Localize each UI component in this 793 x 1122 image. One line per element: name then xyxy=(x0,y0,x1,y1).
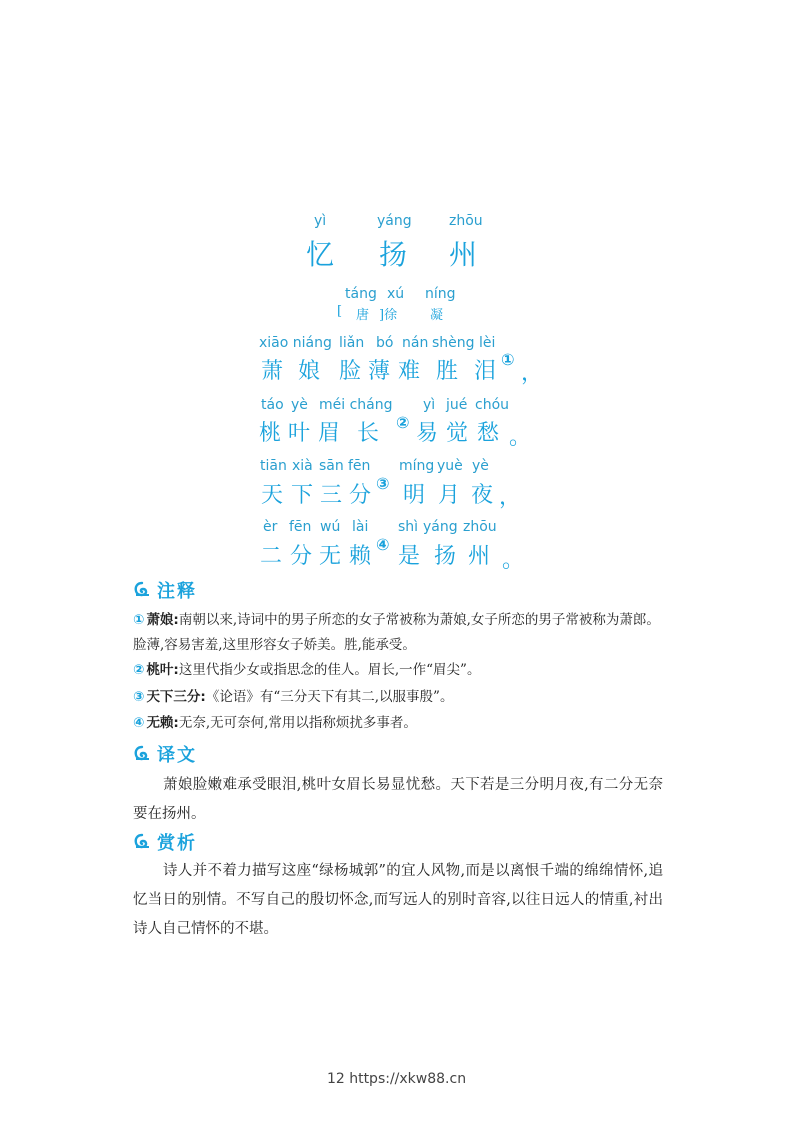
poem-pinyin: xià xyxy=(292,458,313,474)
notes-header xyxy=(133,578,197,602)
poem-punctuation: 。 xyxy=(502,548,525,573)
poem-char: 薄 xyxy=(368,359,391,384)
poem-char: 州 xyxy=(468,544,491,569)
poem-pinyin: shì xyxy=(398,519,419,535)
note-term: 萧娘: xyxy=(146,612,179,628)
poem-pinyin: shèng xyxy=(432,335,475,351)
note-number: ④ xyxy=(133,715,145,731)
poem-char: 泪 xyxy=(474,359,497,384)
swirl-icon xyxy=(133,745,151,763)
poem-char: 二 xyxy=(260,544,283,569)
swirl-icon xyxy=(133,581,151,599)
swirl-icon xyxy=(133,833,151,851)
note-item xyxy=(133,658,663,683)
note-number: ② xyxy=(133,662,145,678)
author-pinyin: xú xyxy=(387,286,405,302)
note-item xyxy=(133,711,663,736)
poem-pinyin: xiāo niáng xyxy=(259,335,332,351)
note-term: 桃叶: xyxy=(146,662,179,678)
poem-pinyin: lèi xyxy=(479,335,496,351)
note-text: 南朝以来,诗词中的男子所恋的女子常被称为萧娘,女子所恋的男子常被称为萧郎。脸薄,容易害羞,这里形容女子娇美。胜,能承受。 xyxy=(133,612,660,653)
poem-pinyin: méi cháng xyxy=(319,397,393,413)
note-item xyxy=(133,608,663,658)
poem-pinyin: chóu xyxy=(475,397,510,413)
poem-pinyin: yì xyxy=(423,397,436,413)
poem-pinyin: èr xyxy=(263,519,278,535)
poem-char: 胜 xyxy=(436,359,459,384)
title-char: 州 xyxy=(449,238,478,271)
poem-pinyin: jué xyxy=(446,397,468,413)
poem-char: 萧 xyxy=(261,359,284,384)
poem-char: 叶 xyxy=(288,421,311,446)
poem-char: 娘 xyxy=(298,359,321,384)
author-pinyin: níng xyxy=(425,286,456,302)
poem-char: 月 xyxy=(438,483,461,508)
poem-char: 觉 xyxy=(446,421,469,446)
poem-pinyin: tiān xyxy=(260,458,287,474)
poem-char: 无 xyxy=(319,544,342,569)
author-name: 凝 xyxy=(430,308,444,323)
author-pinyin: táng xyxy=(345,286,377,302)
poem-pinyin: liǎn xyxy=(339,335,365,351)
poem-char: 是 xyxy=(398,544,421,569)
appreciation-text: 诗人并不着力描写这座“绿杨城郭”的宜人风物,而是以离恨千端的绵绵情怀,追忆当日的别情。不写自己的殷切怀念,而写远人的别时音容,以往日远人的情重,衬出诗人自己情怀的不堪。 xyxy=(133,863,663,937)
poem-char: 难 xyxy=(398,359,421,384)
poem-pinyin: nán xyxy=(402,335,429,351)
poem-char: 天 xyxy=(261,483,284,508)
poem-char: 夜 xyxy=(471,483,494,508)
poem-char: 易 xyxy=(416,421,439,446)
note-text: 这里代指少女或指思念的佳人。眉长,一作“眉尖”。 xyxy=(178,662,481,678)
poem-char: 长 xyxy=(357,421,380,446)
poem-char: 明 xyxy=(403,483,426,508)
author-dynasty: 唐 xyxy=(356,308,370,323)
title-pinyin: yì xyxy=(314,213,327,229)
poem-pinyin: sān xyxy=(319,458,344,474)
note-text: 无奈,无可奈何,常用以指称烦扰多事者。 xyxy=(178,715,417,731)
poem-pinyin: fēn xyxy=(348,458,371,474)
poem-char: 三 xyxy=(320,483,343,508)
translation-text: 萧娘脸嫩难承受眼泪,桃叶女眉长易显忧愁。天下若是三分明月夜,有二分无奈要在扬州。 xyxy=(133,777,663,822)
poem-char: 眉 xyxy=(318,421,341,446)
poem-char: 分 xyxy=(349,483,372,508)
note-item xyxy=(133,685,663,710)
poem-pinyin: yuè xyxy=(437,458,463,474)
poem-pinyin: yè xyxy=(472,458,489,474)
poem-pinyin: fēn xyxy=(289,519,312,535)
appreciation-header xyxy=(133,830,197,854)
note-number: ③ xyxy=(133,689,145,705)
poem-pinyin: táo xyxy=(261,397,284,413)
poem-pinyin: bó xyxy=(376,335,394,351)
poem-pinyin: yè xyxy=(291,397,308,413)
title-pinyin: zhōu xyxy=(449,213,483,229)
section-title: 赏析 xyxy=(157,833,197,854)
poem-punctuation: ， xyxy=(521,361,544,386)
title-char: 忆 xyxy=(306,238,335,271)
poem-pinyin: míng xyxy=(399,458,435,474)
poem-punctuation: 。 xyxy=(509,425,532,450)
poem-pinyin: lài xyxy=(352,519,369,535)
translation-header xyxy=(133,742,197,766)
poem-pinyin: zhōu xyxy=(463,519,497,535)
poem-char: 分 xyxy=(290,544,313,569)
note-number: ① xyxy=(133,612,145,628)
poem-pinyin: wú xyxy=(320,519,341,535)
title-pinyin: yáng xyxy=(377,213,412,229)
poem-char: 脸 xyxy=(339,359,362,384)
poem-punctuation: ， xyxy=(499,485,522,510)
page-footer: 12 https://xkw88.cn xyxy=(326,1071,467,1087)
title-char: 扬 xyxy=(379,238,408,271)
author-name: ]徐 xyxy=(379,308,398,323)
poem-pinyin: yáng xyxy=(423,519,458,535)
author-bracket: [ xyxy=(337,304,343,319)
section-title: 译文 xyxy=(157,745,197,766)
footnote-marker: ② xyxy=(396,413,410,432)
poem-char: 桃 xyxy=(259,421,282,446)
footnote-marker: ③ xyxy=(376,474,390,493)
footnote-marker: ① xyxy=(501,350,515,369)
poem-char: 下 xyxy=(291,483,314,508)
section-title: 注释 xyxy=(157,581,197,602)
note-text: 《论语》有“三分天下有其二,以服事殷”。 xyxy=(205,689,454,705)
note-term: 天下三分: xyxy=(146,689,206,705)
poem-char: 赖 xyxy=(349,544,372,569)
poem-char: 愁 xyxy=(477,421,500,446)
note-term: 无赖: xyxy=(146,715,179,731)
poem-char: 扬 xyxy=(434,544,457,569)
footnote-marker: ④ xyxy=(376,535,390,554)
